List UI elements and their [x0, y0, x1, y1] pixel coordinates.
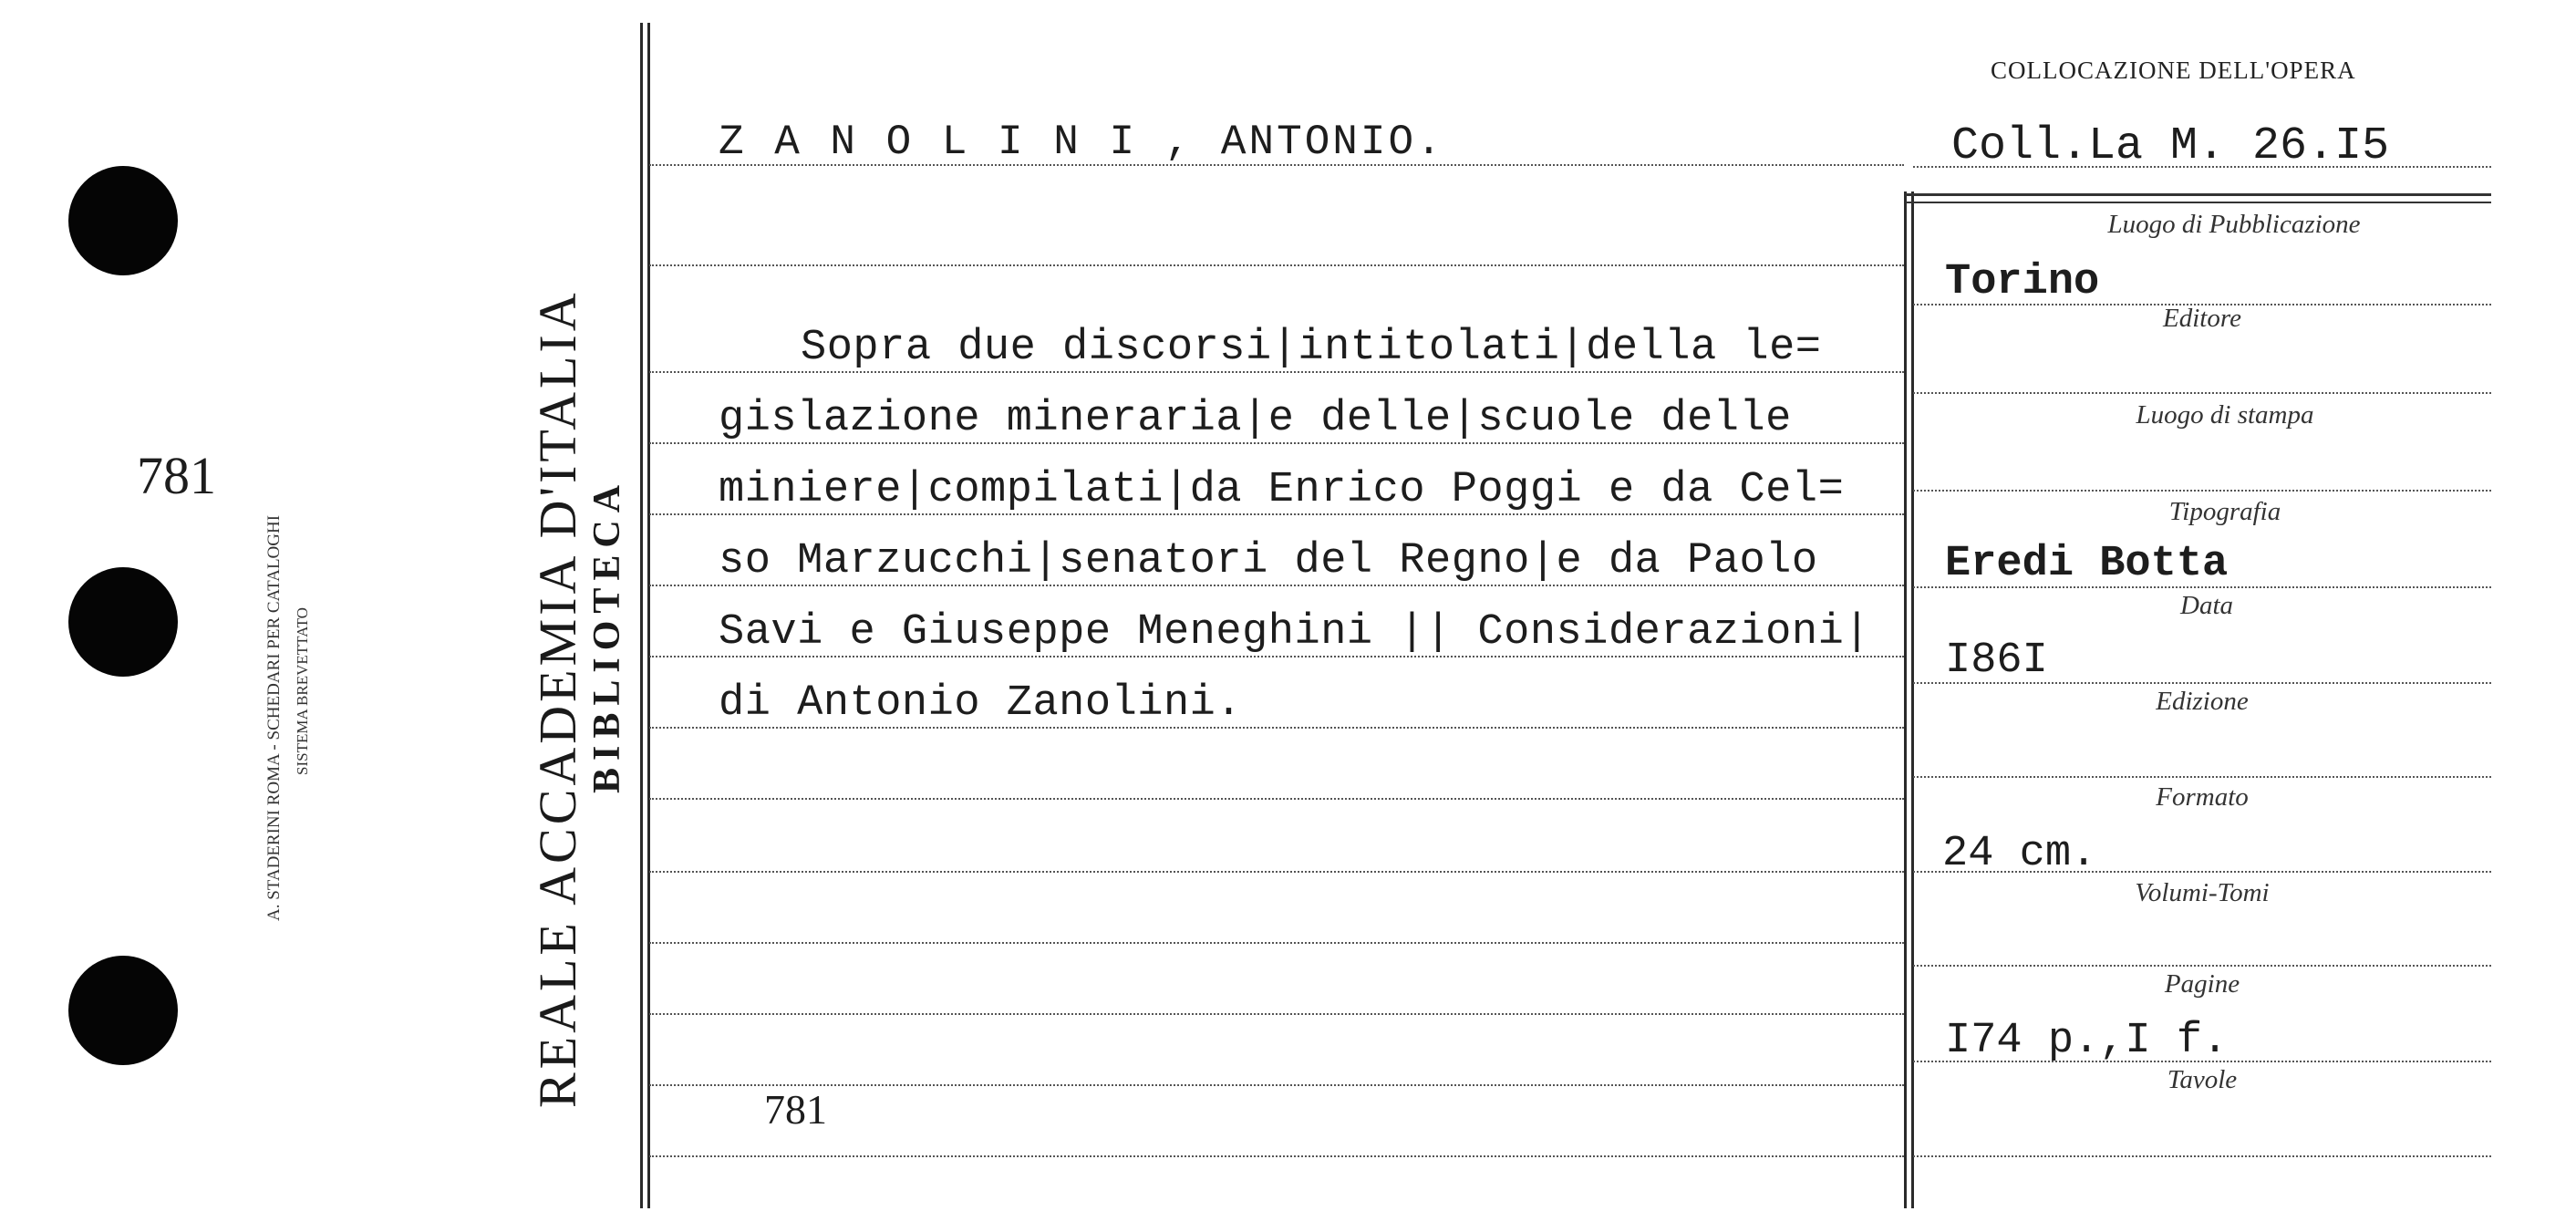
panel-line: [1913, 776, 2491, 778]
right-panel-top-rule: [1906, 193, 2491, 196]
panel-line: [1913, 392, 2491, 394]
title-line-3: miniere|compilati|da Enrico Poggi e da Cel=: [719, 466, 1845, 514]
label-data: Data: [2180, 591, 2233, 620]
printer-credit-line1: A. STADERINI ROMA - SCHEDARI PER CATALOGHI: [264, 514, 284, 921]
label-formato: Formato: [2156, 782, 2249, 812]
right-panel-top-rule-inner: [1906, 202, 2491, 203]
label-tavole: Tavole: [2167, 1065, 2238, 1094]
main-left-border: [640, 23, 643, 1208]
punch-hole-bottom: [68, 956, 178, 1065]
title-line-4: so Marzucchi|senatori del Regno|e da Paolo: [719, 537, 1818, 585]
label-editore: Editore: [2163, 304, 2241, 333]
label-luogo-pubblicazione: Luogo di Pubblicazione: [2107, 210, 2361, 239]
value-tipografia: Eredi Botta: [1945, 540, 2229, 588]
label-luogo-stampa: Luogo di stampa: [2136, 400, 2314, 430]
panel-line: [1913, 965, 2491, 967]
collocation-value: Coll.La M. 26.I5: [1951, 120, 2390, 172]
printer-credit-line2: SISTEMA BREVETTATO: [294, 607, 311, 775]
label-pagine: Pagine: [2164, 969, 2240, 999]
value-luogo-pubblicazione: Torino: [1945, 258, 2100, 306]
right-panel-border-inner: [1911, 192, 1914, 1208]
punch-hole-middle: [68, 567, 178, 677]
value-formato: 24 cm.: [1942, 830, 2097, 878]
institution-department: BIBLIOTECA: [586, 477, 628, 793]
main-line: [649, 1013, 1904, 1015]
institution-name: REALE ACCADEMIA D'ITALIA: [528, 289, 587, 1108]
punch-hole-top: [68, 166, 178, 275]
main-line: [649, 264, 1904, 266]
main-line: [649, 798, 1904, 800]
label-edizione: Edizione: [2156, 687, 2249, 716]
value-data: I86I: [1945, 637, 2048, 685]
card-number-left: 781: [137, 446, 216, 505]
panel-line: [1913, 490, 2491, 492]
author-heading: Z A N O L I N I , ANTONIO.: [719, 119, 1444, 166]
main-line: [649, 942, 1904, 944]
label-volumi-tomi: Volumi-Tomi: [2135, 878, 2270, 907]
value-pagine: I74 p.,I f.: [1945, 1017, 2229, 1065]
panel-line: [1913, 1155, 2491, 1157]
right-panel-border: [1904, 192, 1907, 1208]
main-line: [649, 1155, 1904, 1157]
collocation-header: COLLOCAZIONE DELL'OPERA: [1991, 57, 2356, 84]
title-line-5: Savi e Giuseppe Meneghini || Considerazioni|: [719, 608, 1871, 657]
footer-number: 781: [764, 1086, 827, 1133]
label-tipografia: Tipografia: [2168, 497, 2281, 526]
main-left-border-inner: [647, 23, 650, 1208]
title-line-6: di Antonio Zanolini.: [719, 679, 1243, 728]
title-line-2: gislazione mineraria|e delle|scuole delle: [719, 395, 1792, 443]
main-line: [649, 871, 1904, 873]
title-line-1: Sopra due discorsi|intitolati|della le=: [801, 324, 1822, 372]
main-line: [649, 1084, 1904, 1086]
